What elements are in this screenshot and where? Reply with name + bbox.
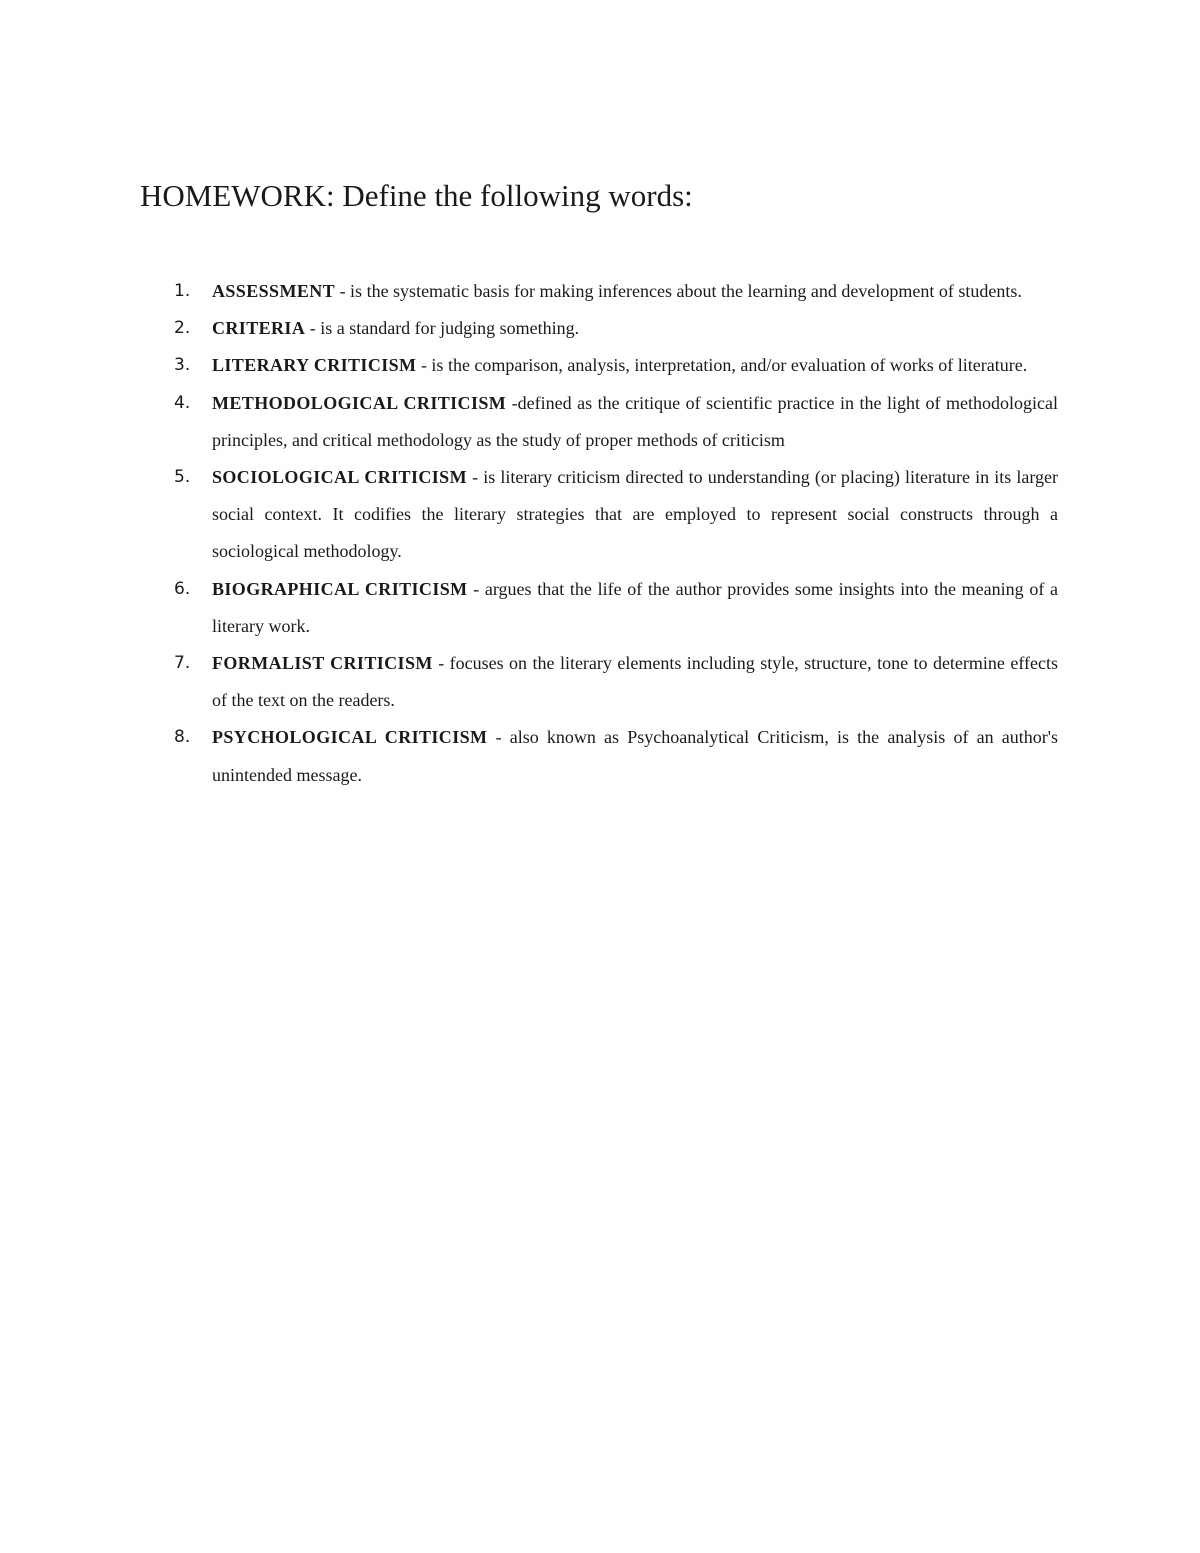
term-psychological-criticism: PSYCHOLOGICAL CRITICISM (212, 727, 488, 748)
list-item (164, 347, 1058, 384)
definition-text: - is a standard for judging something. (305, 318, 580, 339)
definition-text: -defined as the critique of scientific practice in the light of methodological principles, and critical methodology as the study of proper methods of criticism (212, 392, 1058, 450)
term-methodological-criticism: METHODOLOGICAL CRITICISM (212, 392, 507, 413)
list-number: 8. (174, 727, 191, 748)
definition-text: - is the systematic basis for making inferences about the learning and development of students. (335, 281, 1022, 301)
page-title: HOMEWORK: Define the following words: (140, 178, 693, 213)
list-number: 4. (174, 392, 191, 413)
list-number: 7. (174, 653, 191, 674)
list-item (164, 719, 1058, 793)
list-number: 1. (174, 281, 191, 301)
definition-text: - is the comparison, analysis, interpretation, and/or evaluation of works of literature. (416, 355, 1028, 376)
definition-text: - is literary criticism directed to understanding (or placing) literature in its larger social context. It codifies the literary strategies that are employed to represent social constructs through a sociological methodology. (212, 467, 1058, 562)
list-item (164, 385, 1058, 459)
list-number: 2. (174, 318, 191, 339)
term-biographical-criticism: BIOGRAPHICAL CRITICISM (212, 578, 468, 599)
definition-list (164, 273, 1058, 794)
list-number: 5. (174, 467, 191, 488)
list-item (164, 273, 1058, 310)
term-formalist-criticism: FORMALIST CRITICISM (212, 653, 433, 674)
definition-text: - focuses on the literary elements including style, structure, tone to determine effects of the text on the readers. (212, 653, 1058, 711)
list-item (164, 571, 1058, 645)
list-number: 6. (174, 578, 191, 599)
definition-text: - argues that the life of the author provides some insights into the meaning of a literary work. (212, 578, 1058, 636)
list-number: 3. (174, 355, 191, 376)
definition-text: - also known as Psychoanalytical Criticism, is the analysis of an author's unintended message. (212, 727, 1059, 785)
term-literary-criticism: LITERARY CRITICISM (212, 355, 417, 376)
list-item (164, 310, 1058, 347)
list-item (164, 459, 1058, 571)
term-criteria: CRITERIA (212, 318, 306, 339)
term-assessment: ASSESSMENT (212, 281, 336, 301)
list-item (164, 645, 1058, 719)
term-sociological-criticism: SOCIOLOGICAL CRITICISM (212, 467, 467, 488)
